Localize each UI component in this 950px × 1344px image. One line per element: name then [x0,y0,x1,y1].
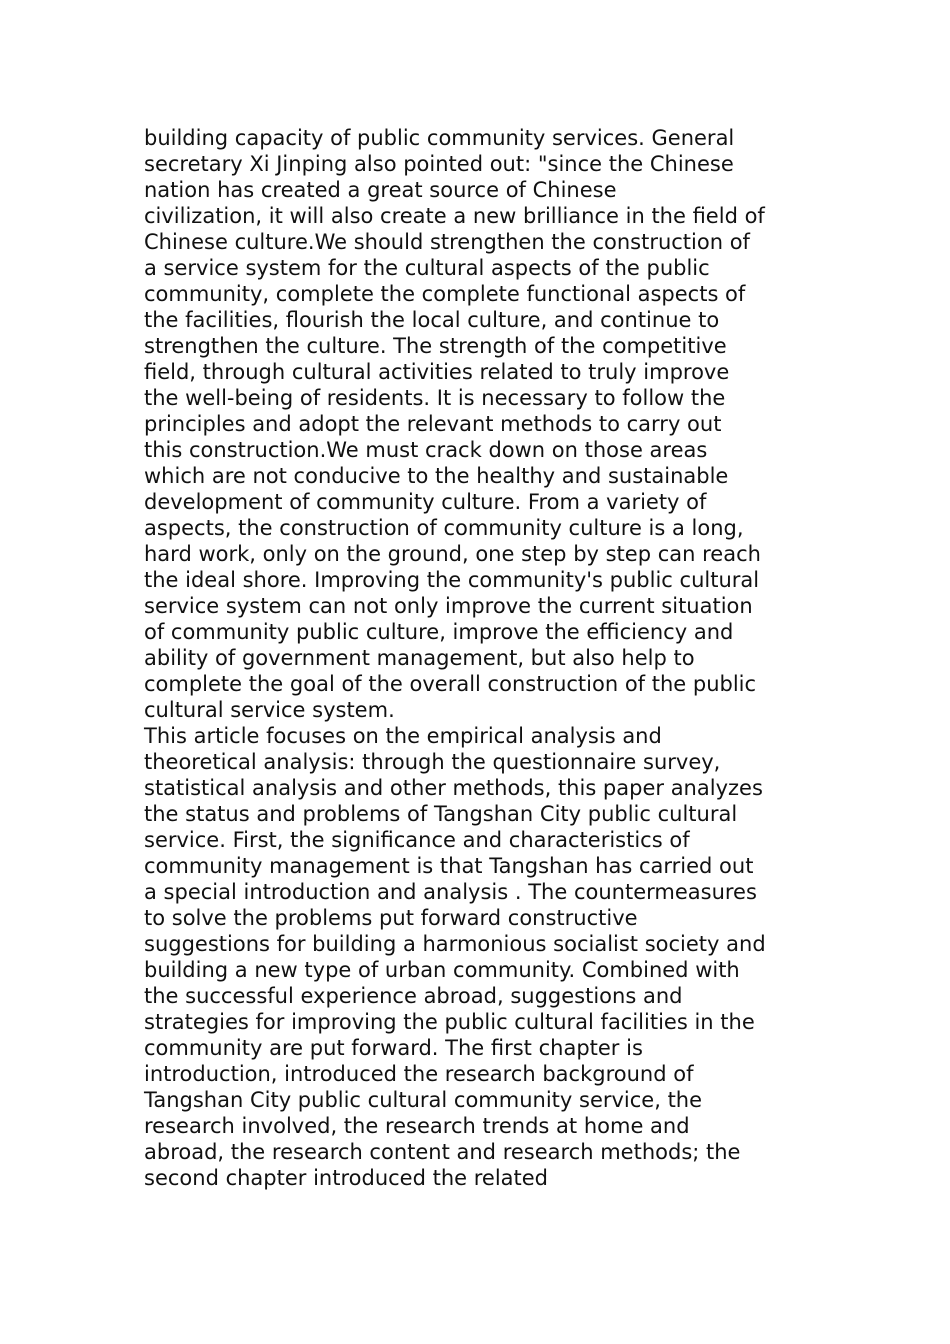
text-line: the status and problems of Tangshan City public cultural [144,802,738,826]
text-line: this construction.We must crack down on those areas [144,438,708,462]
text-line: principles and adopt the relevant methods to carry out [144,412,722,436]
text-line: community, complete the complete functional aspects of [144,282,746,306]
text-line: Chinese culture.We should strengthen the construction of [144,230,750,254]
text-line: This article focuses on the empirical analysis and [144,724,662,748]
text-line: the ideal shore. Improving the community's public cultural [144,568,760,592]
text-line: civilization, it will also create a new brilliance in the field of [144,204,765,228]
text-line: building capacity of public community services. General [144,126,735,150]
text-line: which are not conducive to the healthy and sustainable [144,464,729,488]
text-line: hard work, only on the ground, one step by step can reach [144,542,761,566]
text-line: strengthen the culture. The strength of the competitive [144,334,727,358]
text-line: second chapter introduced the related [144,1166,549,1190]
text-line: field, through cultural activities related to truly improve [144,360,730,384]
text-line: secretary Xi Jinping also pointed out: "since the Chinese [144,152,734,176]
text-line: ability of government management, but also help to [144,646,695,670]
text-line: research involved, the research trends at home and [144,1114,690,1138]
text-line: service. First, the significance and characteristics of [144,828,690,852]
text-line: suggestions for building a harmonious socialist society and [144,932,766,956]
text-line: building a new type of urban community. Combined with [144,958,740,982]
text-line: community are put forward. The first chapter is [144,1036,643,1060]
text-line: theoretical analysis: through the questionnaire survey, [144,750,721,774]
text-line: statistical analysis and other methods, this paper analyzes [144,776,763,800]
text-line: complete the goal of the overall construction of the public [144,672,757,696]
text-line: the facilities, flourish the local culture, and continue to [144,308,720,332]
text-line: cultural service system. [144,698,395,722]
text-line: a service system for the cultural aspects of the public [144,256,710,280]
text-line: a special introduction and analysis . The countermeasures [144,880,757,904]
text-line: to solve the problems put forward constructive [144,906,638,930]
text-line: development of community culture. From a variety of [144,490,707,514]
text-line: Tangshan City public cultural community service, the [144,1088,703,1112]
text-line: strategies for improving the public cultural facilities in the [144,1010,755,1034]
text-line: the well-being of residents. It is necessary to follow the [144,386,726,410]
text-line: aspects, the construction of community culture is a long, [144,516,744,540]
text-line: the successful experience abroad, suggestions and [144,984,683,1008]
text-line: community management is that Tangshan has carried out [144,854,754,878]
body-text [144,125,824,1191]
text-line: abroad, the research content and research methods; the [144,1140,741,1164]
text-line: nation has created a great source of Chinese [144,178,617,202]
text-line: introduction, introduced the research background of [144,1062,694,1086]
text-line: service system can not only improve the current situation [144,594,753,618]
text-line: of community public culture, improve the efficiency and [144,620,734,644]
